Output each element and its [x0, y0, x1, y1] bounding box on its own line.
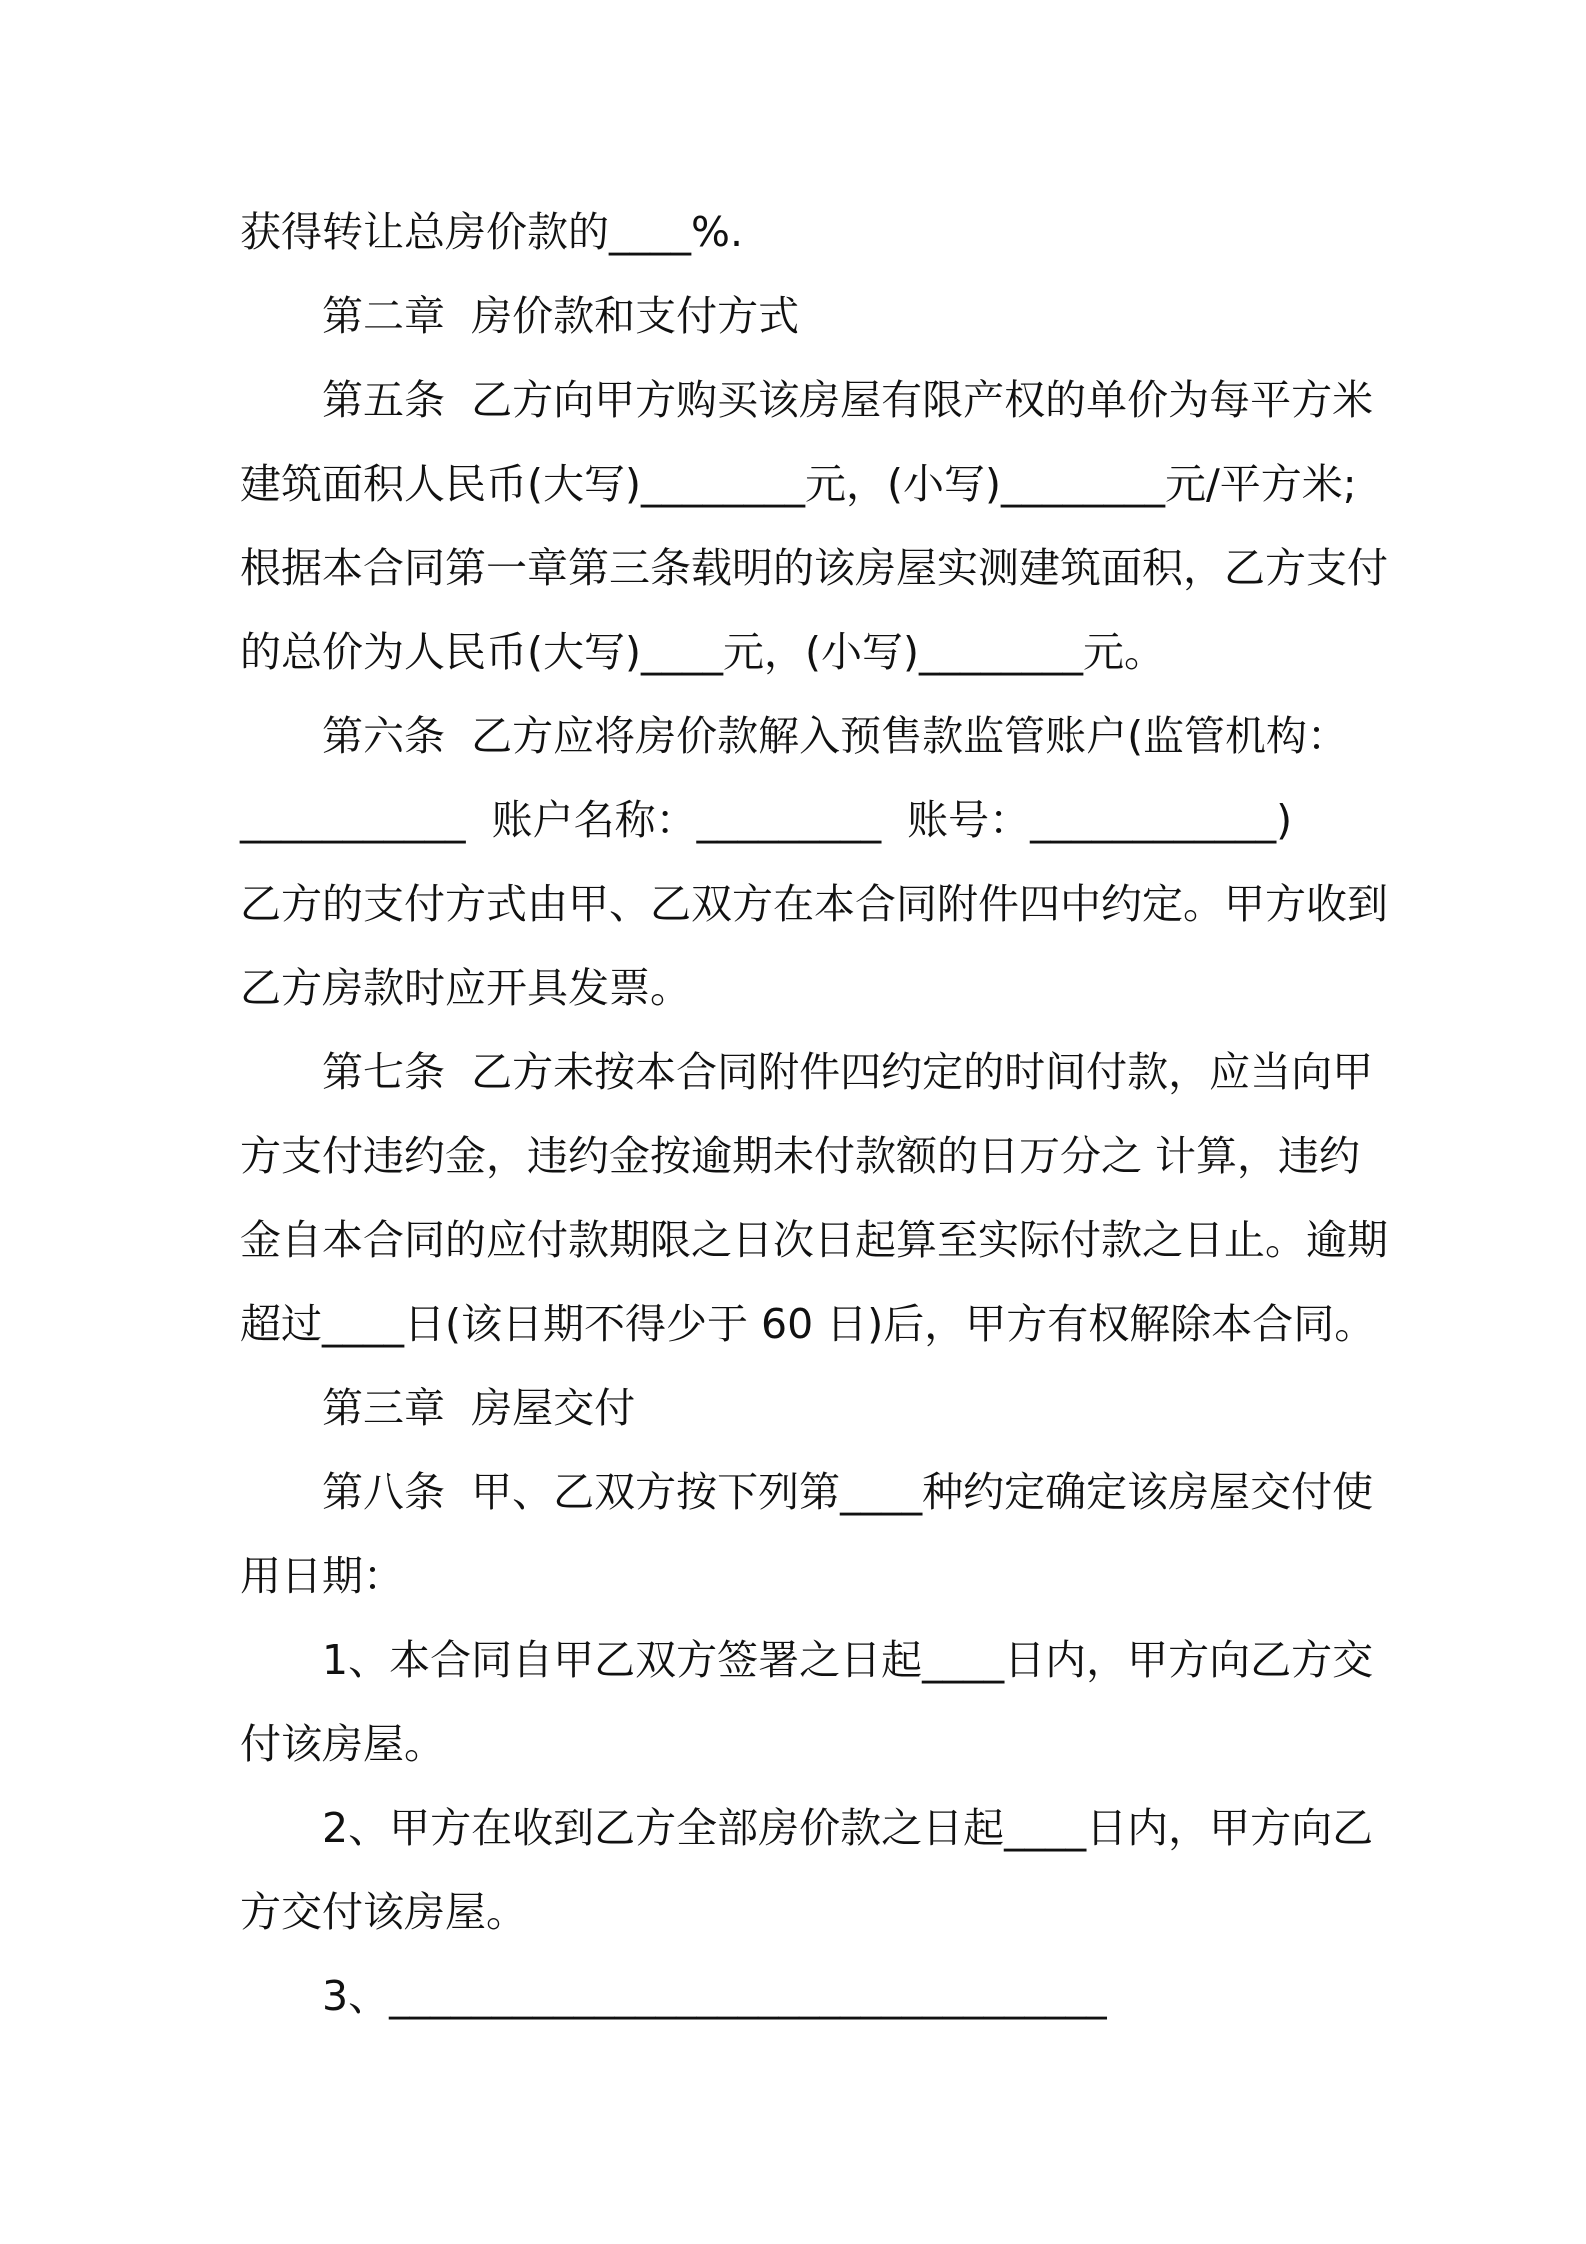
article-5-line-4: 的总价为人民币(大写)____元，(小写)________元。: [240, 628, 1165, 676]
article-6-line-1: 第六条 乙方应将房价款解入预售款监管账户(监管机构：: [322, 712, 1349, 760]
option-2-line-1: 2、甲方在收到乙方全部房价款之日起____日内，甲方向乙: [322, 1804, 1374, 1852]
option-1-line-1: 1、本合同自甲乙双方签署之日起____日内，甲方向乙方交: [322, 1636, 1374, 1684]
article-7-line-1: 第七条 乙方未按本合同附件四约定的时间付款，应当向甲: [322, 1048, 1374, 1096]
article-5-line-3: 根据本合同第一章第三条载明的该房屋实测建筑面积，乙方支付: [240, 544, 1388, 592]
article-5-line-2: 建筑面积人民币(大写)________元，(小写)________元/平方米;: [240, 460, 1357, 508]
article-5-line-1: 第五条 乙方向甲方购买该房屋有限产权的单价为每平方米: [322, 376, 1374, 424]
article-8-line-1: 第八条 甲、乙双方按下列第____种约定确定该房屋交付使: [322, 1468, 1374, 1516]
chapter-heading: 第二章 房价款和支付方式: [322, 292, 800, 340]
article-6-line-2: ___________ 账户名称：_________ 账号：____________): [240, 796, 1293, 844]
paragraph-line: 获得转让总房价款的____%.: [240, 208, 743, 256]
option-2-line-2: 方交付该房屋。: [240, 1888, 527, 1936]
article-6-line-4: 乙方房款时应开具发票。: [240, 964, 691, 1012]
article-7-line-4: 超过____日(该日期不得少于 60 日)后，甲方有权解除本合同。: [240, 1300, 1376, 1348]
option-1-line-2: 付该房屋。: [240, 1720, 445, 1768]
document-body: [240, 190, 1388, 2038]
article-8-line-2: 用日期：: [240, 1552, 404, 1600]
chapter-heading: 第三章 房屋交付: [322, 1384, 636, 1432]
article-7-line-3: 金自本合同的应付款期限之日次日起算至实际付款之日止。逾期: [240, 1216, 1388, 1264]
article-6-line-3: 乙方的支付方式由甲、乙双方在本合同附件四中约定。甲方收到: [240, 880, 1388, 928]
article-7-line-2: 方支付违约金，违约金按逾期未付款额的日万分之 计算，违约: [240, 1132, 1361, 1180]
option-3-line: 3、___________________________________: [322, 1972, 1107, 2020]
